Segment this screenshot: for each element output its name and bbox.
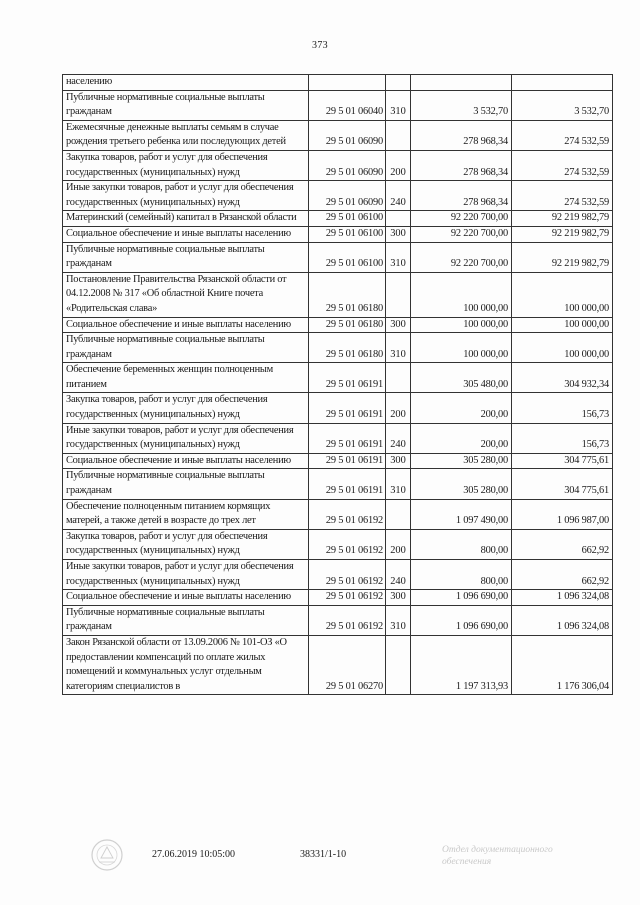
- row-name-cell: Иные закупки товаров, работ и услуг для обеспечения государственных (муниципальных) нужд: [63, 560, 309, 590]
- row-value-actual-cell: 1 096 324,08: [512, 605, 613, 635]
- table-row: [63, 499, 613, 529]
- row-value-actual-cell: 156,73: [512, 423, 613, 453]
- row-code-cell: 29 5 01 06100: [309, 226, 386, 242]
- row-value-actual-cell: 92 219 982,79: [512, 211, 613, 227]
- table-row: [63, 590, 613, 606]
- row-code-cell: 29 5 01 06191: [309, 469, 386, 499]
- row-code-cell: 29 5 01 06192: [309, 560, 386, 590]
- row-value-plan-cell: 3 532,70: [411, 90, 512, 120]
- budget-table-body: [63, 75, 613, 695]
- row-value-plan-cell: 100 000,00: [411, 317, 512, 333]
- row-value-actual-cell: 274 532,59: [512, 120, 613, 150]
- row-code-cell: 29 5 01 06191: [309, 423, 386, 453]
- row-name-cell: Закупка товаров, работ и услуг для обеспечения государственных (муниципальных) нужд: [63, 150, 309, 180]
- row-type-cell: 310: [386, 242, 411, 272]
- row-name-cell: Социальное обеспечение и иные выплаты населению: [63, 317, 309, 333]
- row-value-actual-cell: 100 000,00: [512, 317, 613, 333]
- row-code-cell: 29 5 01 06191: [309, 363, 386, 393]
- row-name-cell: Социальное обеспечение и иные выплаты населению: [63, 453, 309, 469]
- row-value-plan-cell: 305 480,00: [411, 363, 512, 393]
- table-row: [63, 393, 613, 423]
- row-value-plan-cell: 800,00: [411, 560, 512, 590]
- row-type-cell: 310: [386, 605, 411, 635]
- row-value-actual-cell: 662,92: [512, 529, 613, 559]
- row-type-cell: 300: [386, 453, 411, 469]
- row-value-actual-cell: 1 096 987,00: [512, 499, 613, 529]
- row-code-cell: 29 5 01 06192: [309, 529, 386, 559]
- row-value-plan-cell: 100 000,00: [411, 333, 512, 363]
- row-type-cell: 300: [386, 590, 411, 606]
- row-value-actual-cell: 304 932,34: [512, 363, 613, 393]
- seal-icon: [90, 838, 124, 872]
- table-row: [63, 469, 613, 499]
- row-code-cell: 29 5 01 06192: [309, 590, 386, 606]
- row-name-cell: Иные закупки товаров, работ и услуг для обеспечения государственных (муниципальных) нужд: [63, 181, 309, 211]
- row-name-cell: Публичные нормативные социальные выплаты гражданам: [63, 469, 309, 499]
- table-row: [63, 181, 613, 211]
- row-name-cell: Закупка товаров, работ и услуг для обеспечения государственных (муниципальных) нужд: [63, 529, 309, 559]
- row-value-actual-cell: 304 775,61: [512, 453, 613, 469]
- row-value-actual-cell: 156,73: [512, 393, 613, 423]
- row-value-actual-cell: 304 775,61: [512, 469, 613, 499]
- row-type-cell: 310: [386, 469, 411, 499]
- table-row: [63, 242, 613, 272]
- budget-table: [62, 74, 613, 695]
- row-value-actual-cell: 3 532,70: [512, 90, 613, 120]
- row-value-plan-cell: 278 968,34: [411, 150, 512, 180]
- table-row: [63, 333, 613, 363]
- row-value-actual-cell: 92 219 982,79: [512, 226, 613, 242]
- row-type-cell: [386, 75, 411, 91]
- row-type-cell: [386, 363, 411, 393]
- row-value-plan-cell: 278 968,34: [411, 181, 512, 211]
- table-row: [63, 226, 613, 242]
- row-type-cell: [386, 120, 411, 150]
- table-row: [63, 605, 613, 635]
- row-type-cell: [386, 272, 411, 317]
- table-row: [63, 75, 613, 91]
- row-code-cell: 29 5 01 06100: [309, 242, 386, 272]
- row-value-plan-cell: 305 280,00: [411, 469, 512, 499]
- table-row: [63, 453, 613, 469]
- row-type-cell: 240: [386, 423, 411, 453]
- footer-doc-number: 38331/1-10: [300, 849, 347, 860]
- row-code-cell: 29 5 01 06090: [309, 120, 386, 150]
- row-value-plan-cell: 200,00: [411, 393, 512, 423]
- row-code-cell: 29 5 01 06180: [309, 317, 386, 333]
- row-type-cell: 200: [386, 529, 411, 559]
- table-row: [63, 560, 613, 590]
- row-type-cell: [386, 211, 411, 227]
- row-name-cell: Публичные нормативные социальные выплаты гражданам: [63, 605, 309, 635]
- row-name-cell: Обеспечение беременных женщин полноценным питанием: [63, 363, 309, 393]
- row-value-actual-cell: [512, 75, 613, 91]
- row-value-plan-cell: 1 096 690,00: [411, 590, 512, 606]
- row-type-cell: 310: [386, 90, 411, 120]
- row-code-cell: 29 5 01 06180: [309, 333, 386, 363]
- row-value-plan-cell: 278 968,34: [411, 120, 512, 150]
- table-row: [63, 211, 613, 227]
- row-value-actual-cell: 100 000,00: [512, 272, 613, 317]
- row-value-plan-cell: 800,00: [411, 529, 512, 559]
- row-value-plan-cell: 92 220 700,00: [411, 242, 512, 272]
- row-name-cell: Иные закупки товаров, работ и услуг для обеспечения государственных (муниципальных) нужд: [63, 423, 309, 453]
- row-name-cell: Ежемесячные денежные выплаты семьям в случае рождения третьего ребенка или последующих детей: [63, 120, 309, 150]
- row-name-cell: Социальное обеспечение и иные выплаты населению: [63, 226, 309, 242]
- row-code-cell: 29 5 01 06180: [309, 272, 386, 317]
- row-name-cell: Публичные нормативные социальные выплаты гражданам: [63, 333, 309, 363]
- row-type-cell: 300: [386, 226, 411, 242]
- row-name-cell: Социальное обеспечение и иные выплаты населению: [63, 590, 309, 606]
- row-code-cell: 29 5 01 06191: [309, 453, 386, 469]
- row-value-plan-cell: 1 097 490,00: [411, 499, 512, 529]
- row-value-plan-cell: 1 197 313,93: [411, 635, 512, 694]
- row-name-cell: Закупка товаров, работ и услуг для обеспечения государственных (муниципальных) нужд: [63, 393, 309, 423]
- row-code-cell: 29 5 01 06270: [309, 635, 386, 694]
- row-type-cell: 310: [386, 333, 411, 363]
- row-type-cell: 200: [386, 150, 411, 180]
- row-name-cell: Материнский (семейный) капитал в Рязанской области: [63, 211, 309, 227]
- page-number: 373: [312, 40, 328, 51]
- row-value-actual-cell: 1 096 324,08: [512, 590, 613, 606]
- table-row: [63, 90, 613, 120]
- footer-date: 27.06.2019 10:05:00: [152, 849, 236, 860]
- row-value-actual-cell: 1 176 306,04: [512, 635, 613, 694]
- row-code-cell: 29 5 01 06192: [309, 605, 386, 635]
- row-value-actual-cell: 274 532,59: [512, 150, 613, 180]
- row-value-actual-cell: 100 000,00: [512, 333, 613, 363]
- row-code-cell: 29 5 01 06090: [309, 150, 386, 180]
- row-code-cell: [309, 75, 386, 91]
- row-name-cell: Постановление Правительства Рязанской области от 04.12.2008 № 317 «Об областной Книге почета «Родительская слава»: [63, 272, 309, 317]
- row-code-cell: 29 5 01 06192: [309, 499, 386, 529]
- row-code-cell: 29 5 01 06191: [309, 393, 386, 423]
- watermark-stamp: Отдел документационного обеспечения: [442, 845, 553, 867]
- table-row: [63, 635, 613, 694]
- row-value-plan-cell: 305 280,00: [411, 453, 512, 469]
- row-type-cell: [386, 499, 411, 529]
- row-name-cell: населению: [63, 75, 309, 91]
- table-row: [63, 529, 613, 559]
- row-name-cell: Обеспечение полноценным питанием кормящих матерей, а также детей в возрасте до трех лет: [63, 499, 309, 529]
- row-value-actual-cell: 92 219 982,79: [512, 242, 613, 272]
- table-row: [63, 272, 613, 317]
- row-value-plan-cell: 92 220 700,00: [411, 211, 512, 227]
- row-value-plan-cell: 200,00: [411, 423, 512, 453]
- row-type-cell: 200: [386, 393, 411, 423]
- row-type-cell: [386, 635, 411, 694]
- row-value-plan-cell: [411, 75, 512, 91]
- row-type-cell: 240: [386, 181, 411, 211]
- row-name-cell: Публичные нормативные социальные выплаты гражданам: [63, 242, 309, 272]
- row-name-cell: Закон Рязанской области от 13.09.2006 № 101-ОЗ «О предоставлении компенсаций по оплате жилых помещений и коммунальных услуг отдельным категориям специалистов в: [63, 635, 309, 694]
- table-row: [63, 120, 613, 150]
- row-code-cell: 29 5 01 06090: [309, 181, 386, 211]
- row-code-cell: 29 5 01 06040: [309, 90, 386, 120]
- row-name-cell: Публичные нормативные социальные выплаты гражданам: [63, 90, 309, 120]
- footer: [0, 846, 640, 886]
- table-row: [63, 363, 613, 393]
- row-type-cell: 240: [386, 560, 411, 590]
- row-type-cell: 300: [386, 317, 411, 333]
- row-value-plan-cell: 1 096 690,00: [411, 605, 512, 635]
- table-row: [63, 150, 613, 180]
- row-value-plan-cell: 100 000,00: [411, 272, 512, 317]
- row-code-cell: 29 5 01 06100: [309, 211, 386, 227]
- row-value-plan-cell: 92 220 700,00: [411, 226, 512, 242]
- table-row: [63, 423, 613, 453]
- table-row: [63, 317, 613, 333]
- row-value-actual-cell: 274 532,59: [512, 181, 613, 211]
- row-value-actual-cell: 662,92: [512, 560, 613, 590]
